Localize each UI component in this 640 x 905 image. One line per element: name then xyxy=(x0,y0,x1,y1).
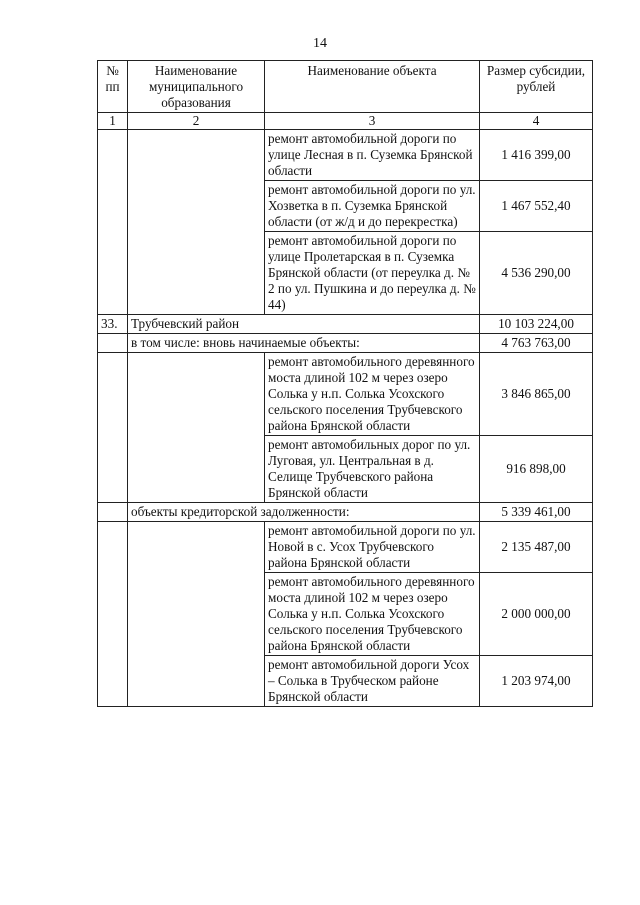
object-cell: ремонт автомобильной дороги по улице Пролетарская в п. Суземка Брянской области (от переулка д. № 2 по ул. Пушкина и до переулка д. № 44) xyxy=(265,232,480,315)
column-number-1: 1 xyxy=(98,113,128,130)
header-col-object: Наименование объекта xyxy=(265,61,480,113)
amount-cell: 1 416 399,00 xyxy=(480,130,593,181)
amount-cell: 3 846 865,00 xyxy=(480,353,593,436)
amount-cell: 2 000 000,00 xyxy=(480,573,593,656)
page-number: 14 xyxy=(313,36,327,51)
column-number-4: 4 xyxy=(480,113,593,130)
amount-cell: 1 203 974,00 xyxy=(480,656,593,707)
amount-cell: 4 536 290,00 xyxy=(480,232,593,315)
debt-objects-label: объекты кредиторской задолженности: xyxy=(128,503,480,522)
new-objects-label: в том числе: вновь начинаемые объекты: xyxy=(128,334,480,353)
debt-objects-row xyxy=(98,503,593,522)
object-cell: ремонт автомобильной дороги по ул. Новой в с. Усох Трубчевского района Брянской области xyxy=(265,522,480,573)
new-objects-row xyxy=(98,334,593,353)
debt-objects-amount: 5 339 461,00 xyxy=(480,503,593,522)
amount-cell: 916 898,00 xyxy=(480,436,593,503)
object-cell: ремонт автомобильной дороги по ул. Хозветка в п. Суземка Брянской области (от ж/д и до перекрестка) xyxy=(265,181,480,232)
table-header-row xyxy=(98,61,593,113)
column-number-2: 2 xyxy=(128,113,265,130)
object-cell: ремонт автомобильного деревянного моста длиной 102 м через озеро Солька у н.п. Солька Усохского сельского поселения Трубчевского района Брянской области xyxy=(265,573,480,656)
empty-municipality-cell xyxy=(128,130,265,315)
district-row xyxy=(98,315,593,334)
district-number: 33. xyxy=(98,315,128,334)
table-row xyxy=(98,130,593,181)
header-col-municipality: Наименование муниципального образования xyxy=(128,61,265,113)
object-cell: ремонт автомобильных дорог по ул. Луговая, ул. Центральная в д. Селище Трубчевского района Брянской области xyxy=(265,436,480,503)
empty-number-cell xyxy=(98,130,128,315)
new-objects-amount: 4 763 763,00 xyxy=(480,334,593,353)
object-cell: ремонт автомобильного деревянного моста длиной 102 м через озеро Солька у н.п. Солька Усохского сельского поселения Трубчевского района Брянской области xyxy=(265,353,480,436)
empty-number-cell xyxy=(98,503,128,522)
empty-number-cell xyxy=(98,334,128,353)
subsidy-table xyxy=(97,60,593,707)
table-column-numbers-row xyxy=(98,113,593,130)
district-amount: 10 103 224,00 xyxy=(480,315,593,334)
header-col-amount: Размер субсидии, рублей xyxy=(480,61,593,113)
empty-number-cell xyxy=(98,522,128,707)
amount-cell: 2 135 487,00 xyxy=(480,522,593,573)
object-cell: ремонт автомобильной дороги Усох – Солька в Трубческом районе Брянской области xyxy=(265,656,480,707)
amount-cell: 1 467 552,40 xyxy=(480,181,593,232)
table-row xyxy=(98,522,593,573)
empty-number-cell xyxy=(98,353,128,503)
table-row xyxy=(98,353,593,436)
district-name: Трубчевский район xyxy=(128,315,480,334)
empty-municipality-cell xyxy=(128,353,265,503)
empty-municipality-cell xyxy=(128,522,265,707)
object-cell: ремонт автомобильной дороги по улице Лесная в п. Суземка Брянской области xyxy=(265,130,480,181)
header-col-number: № пп xyxy=(98,61,128,113)
column-number-3: 3 xyxy=(265,113,480,130)
